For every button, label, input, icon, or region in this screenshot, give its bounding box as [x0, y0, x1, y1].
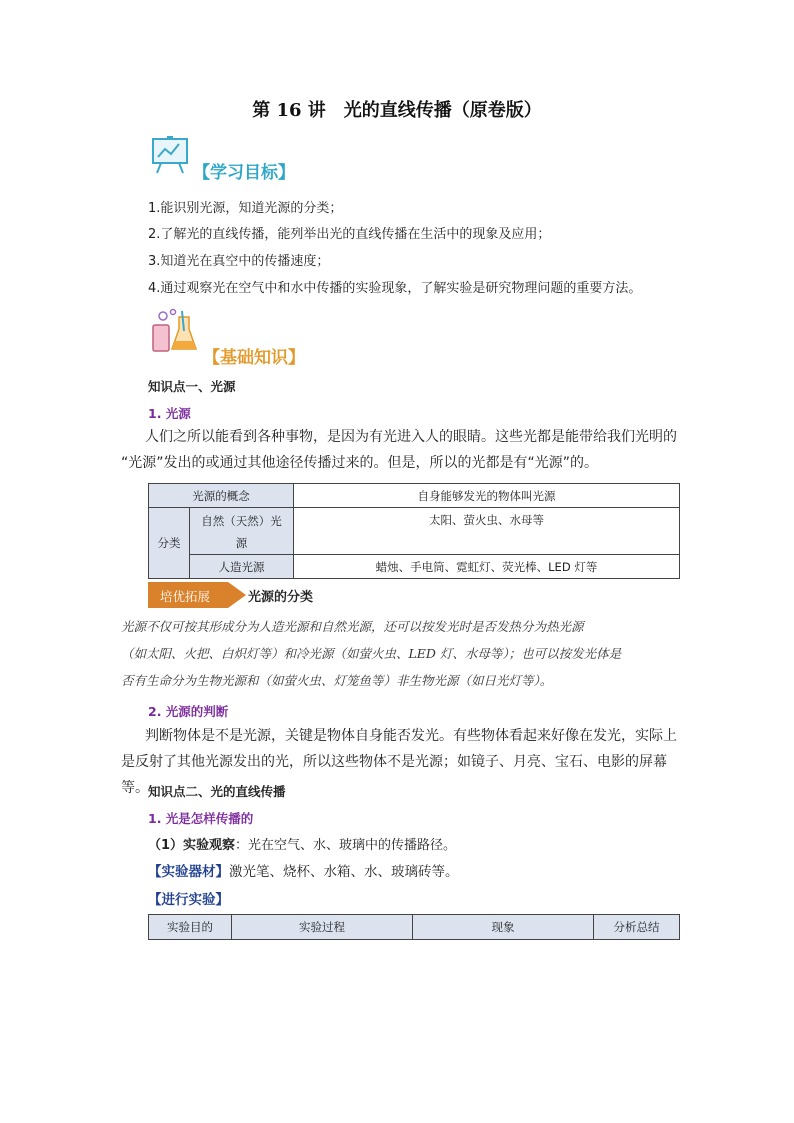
- section-heading-goals: 【学习目标】: [193, 163, 295, 183]
- table-header-row: [149, 915, 680, 940]
- natural-label-line: 自然（天然）光: [201, 514, 282, 528]
- paragraph-line: 判断物体是不是光源，关键是物体自身能否发光。有些物体看起来好像在发光，实际上: [145, 728, 677, 744]
- subheading-how-light-travels: 1. 光是怎样传播的: [148, 811, 254, 826]
- table-cell-artificial-label: 人造光源: [190, 555, 294, 579]
- equipment-text: 激光笔、烧杯、水箱、水、玻璃砖等。: [229, 864, 459, 880]
- subheading-light-source: 1. 光源: [148, 406, 191, 421]
- table-cell-class-label: 分类: [149, 508, 190, 579]
- table-header-cell: 实验过程: [232, 915, 413, 940]
- table-cell-natural-value: 太阳、萤火虫、水母等: [294, 508, 680, 555]
- experiment-table: [148, 914, 680, 940]
- paragraph-line: 人们之所以能看到各种事物，是因为有光进入人的眼睛。这些光都是能带给我们光明的: [145, 429, 677, 445]
- table-cell-artificial-value: 蜡烛、手电筒、霓虹灯、荧光棒、LED 灯等: [294, 555, 680, 579]
- flask-icon: [149, 307, 199, 355]
- knowledge-point-1-heading: 知识点一、光源: [148, 379, 236, 394]
- table-cell-concept-label: 光源的概念: [149, 484, 294, 508]
- section-heading-basics: 【基础知识】: [203, 348, 305, 368]
- table-header-cell: 现象: [413, 915, 594, 940]
- procedure-label: 【进行实验】: [148, 892, 229, 908]
- observation-label: （1）实验观察: [148, 838, 236, 853]
- observation-text: ：光在空气、水、玻璃中的传播路径。: [235, 838, 457, 853]
- objective-item: 4.通过观察光在空气中和水中传播的实验现象，了解实验是研究物理问题的重要方法。: [148, 281, 642, 296]
- table-header-cell: 分析总结: [594, 915, 680, 940]
- paragraph-line: 是反射了其他光源发出的光，所以这些物体不是光源；如镜子、月亮、宝石、电影的屏幕等。: [121, 754, 667, 796]
- easel-icon: [149, 135, 193, 175]
- natural-label-line: 源: [235, 536, 248, 550]
- extension-line: 光源不仅可按其形成分为人造光源和自然光源，还可以按发光时是否发热分为热光源: [121, 619, 584, 634]
- extension-title: 光源的分类: [248, 590, 314, 605]
- objective-item: 1.能识别光源，知道光源的分类；: [148, 201, 343, 216]
- equipment-line: [148, 860, 459, 880]
- paragraph-line: “光源”发出的或通过其他途径传播过来的。但是，所以的光都是有“光源”的。: [121, 455, 599, 471]
- extension-line: 否有生命分为生物光源和（如萤火虫、灯笼鱼等）非生物光源（如日光灯等）。: [121, 673, 553, 688]
- page-title: 第 16 讲 光的直线传播（原卷版）: [252, 100, 542, 121]
- equipment-label: 【实验器材】: [148, 864, 229, 880]
- extension-badge: 培优拓展: [160, 589, 211, 604]
- table-cell-concept-value: 自身能够发光的物体叫光源: [294, 484, 680, 508]
- extension-line: （如太阳、火把、白炽灯等）和冷光源（如萤火虫、LED 灯、水母等）；也可以按发光体是: [121, 646, 622, 661]
- table-cell-natural-label: [190, 508, 294, 555]
- knowledge-point-2-heading: 知识点二、光的直线传播: [148, 784, 286, 799]
- table-header-cell: 实验目的: [149, 915, 232, 940]
- observation-line: [148, 834, 456, 853]
- objective-item: 2.了解光的直线传播，能列举出光的直线传播在生活中的现象及应用；: [148, 227, 551, 242]
- objective-item: 3.知道光在真空中的传播速度；: [148, 254, 330, 269]
- light-source-table: [148, 483, 680, 579]
- subheading-light-source-judgement: 2. 光源的判断: [148, 704, 229, 719]
